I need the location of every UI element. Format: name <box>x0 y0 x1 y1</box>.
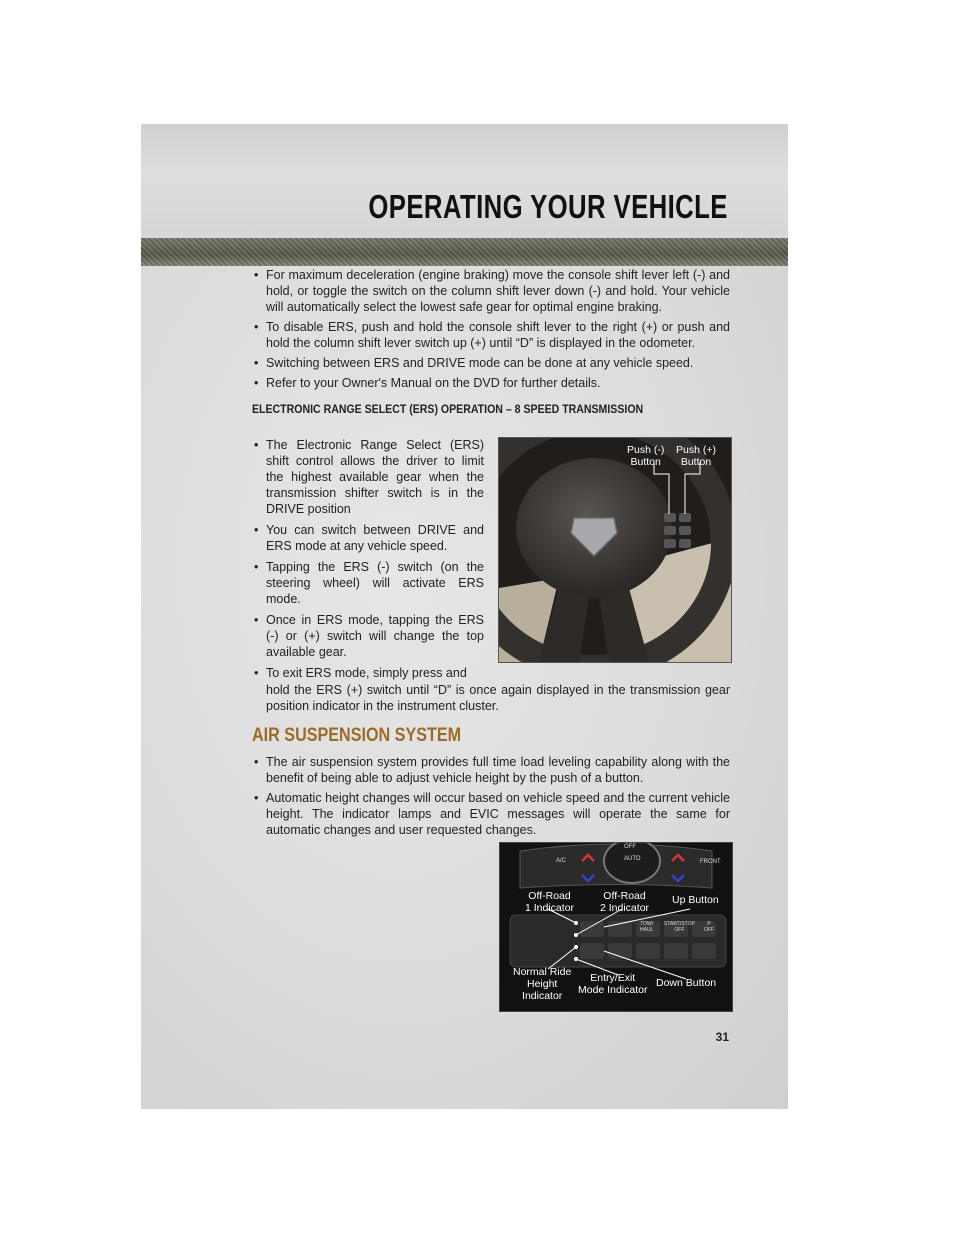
offroad1-label: Off-Road 1 Indicator <box>525 890 575 914</box>
manual-page <box>141 124 788 1109</box>
list-item: • Automatic height changes will occur based on vehicle speed and the current vehicle height. The indicator lamps and EVIC messages will operate the same for automatic changes and user requested changes. <box>252 790 730 838</box>
list-item: • Switching between ERS and DRIVE mode can be done at any vehicle speed. <box>252 355 730 371</box>
list-item: • Once in ERS mode, tapping the ERS (-) or (+) switch will change the top available gear. <box>252 612 484 660</box>
steering-wheel-photo <box>498 437 732 663</box>
list-item: • To disable ERS, push and hold the console shift lever to the right (+) or push and hold the column shift lever switch up (+) until “D” is displayed in the odometer. <box>252 319 730 351</box>
panel-off-label: OFF <box>624 844 636 850</box>
ers-bullet-list <box>252 437 484 681</box>
page-header <box>141 124 788 242</box>
list-item-continued: hold the ERS (+) switch until “D” is once again displayed in the transmission gear position indicator in the instrument cluster. <box>266 683 730 713</box>
up-button-label: Up Button <box>672 894 719 906</box>
air-bullet-list <box>252 754 730 838</box>
intro-bullet-list <box>252 267 730 391</box>
push-plus-label: Push (+) Button <box>676 444 716 468</box>
panel-ac-label: A/C <box>556 858 567 864</box>
ers-heading: ELECTRONIC RANGE SELECT (ERS) OPERATION – 8 SPEED TRANSMISSION <box>252 402 644 416</box>
list-item: • Tapping the ERS (-) switch (on the steering wheel) will activate ERS mode. <box>252 559 484 607</box>
steering-wheel-illustration <box>499 438 731 662</box>
panel-front-label: FRONT <box>700 859 721 865</box>
offroad2-label: Off-Road 2 Indicator <box>600 890 650 914</box>
panel-auto-label: AUTO <box>624 856 641 862</box>
page-content <box>252 267 730 842</box>
header-stripe <box>141 238 788 266</box>
normal-ride-label: Normal Ride Height Indicator <box>513 966 572 1002</box>
air-suspension-heading: AIR SUSPENSION SYSTEM <box>252 725 462 746</box>
list-item <box>252 665 484 681</box>
list-item: • For maximum deceleration (engine braking) move the console shift lever left (-) and hold, or toggle the switch on the column shift lever down (-) and hold. Your vehicle will automatically select the lowest safe gear for optimal engine braking. <box>252 267 730 315</box>
panel-start-stop-label: START/STOP OFF <box>664 921 695 933</box>
list-item-first-line: To exit ERS mode, simply press and <box>266 666 467 680</box>
down-button-label: Down Button <box>656 977 717 989</box>
list-item: • Refer to your Owner's Manual on the DVD for further details. <box>252 375 730 391</box>
ers-block <box>252 437 730 714</box>
page-title: OPERATING YOUR VEHICLE <box>368 188 728 225</box>
list-item: • The air suspension system provides full time load leveling capability along with the benefit of being able to adjust vehicle height by the push of a button. <box>252 754 730 786</box>
panel-tow-haul-label: TOW/ HAUL <box>640 921 654 933</box>
panel-p-off-label: P OFF <box>704 921 714 933</box>
entry-exit-label: Entry/Exit Mode Indicator <box>578 972 648 996</box>
list-item: • You can switch between DRIVE and ERS mode at any vehicle speed. <box>252 522 484 554</box>
list-item: • The Electronic Range Select (ERS) shift control allows the driver to limit the highest available gear when the transmission shifter switch is in the DRIVE position <box>252 437 484 517</box>
push-minus-label: Push (-) Button <box>627 444 665 468</box>
air-suspension-panel-photo <box>499 842 733 1012</box>
page-number: 31 <box>715 1030 729 1044</box>
